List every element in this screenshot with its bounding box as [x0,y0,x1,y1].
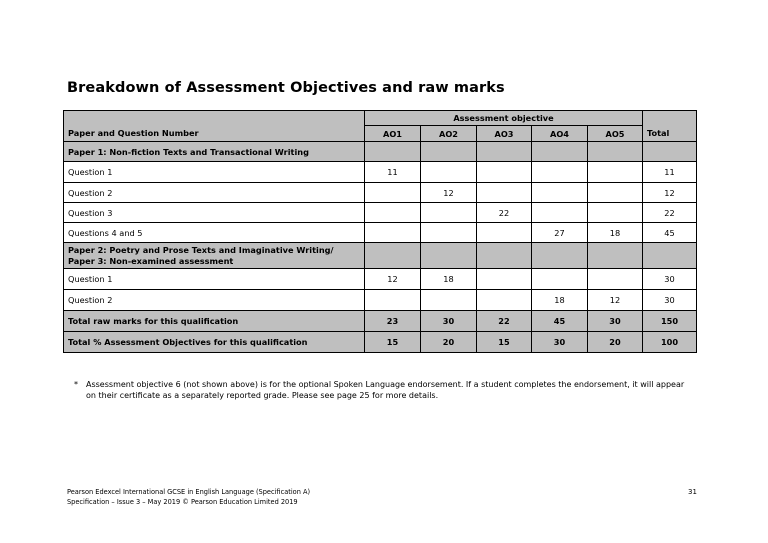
cell-ao1 [365,223,421,243]
table-row [64,269,697,290]
cell-ao3 [477,223,532,243]
cell-ao4: 27 [532,223,588,243]
row-label: Question 1 [64,269,365,290]
section-row [64,243,697,269]
cell-ao5 [588,203,643,223]
row-label: Question 1 [64,162,365,183]
cell-ao2: 12 [421,183,477,203]
cell-ao1: 15 [365,332,421,353]
table-row [64,290,697,311]
section-label-line2: Paper 3: Non-examined assessment [68,255,234,266]
cell-ao5: 20 [588,332,643,353]
cell-ao3: 15 [477,332,532,353]
page-number: 31 [688,488,697,496]
cell-total: 45 [643,223,697,243]
cell-ao3 [477,290,532,311]
cell-ao4 [532,162,588,183]
header-blank-cell [64,111,365,126]
cell-ao5: 30 [588,311,643,332]
assessment-objectives-table [63,110,697,353]
cell-ao1 [365,290,421,311]
cell-ao4 [532,183,588,203]
section-row [64,142,697,162]
cell-ao3 [477,269,532,290]
table-row [64,162,697,183]
header-blank-cell [643,111,697,126]
cell-ao4 [532,203,588,223]
cell-ao2 [421,162,477,183]
total-raw-row [64,311,697,332]
footnote-marker: * [74,380,78,389]
table-row [64,223,697,243]
assessment-objective-group-header: Assessment objective [365,111,643,126]
cell-ao1: 11 [365,162,421,183]
cell-ao2 [421,223,477,243]
cell-total: 12 [643,183,697,203]
paper-question-header: Paper and Question Number [64,126,365,142]
row-label: Question 3 [64,203,365,223]
cell-ao4: 18 [532,290,588,311]
cell-ao5: 12 [588,290,643,311]
cell-ao5: 18 [588,223,643,243]
footer-line-1: Pearson Edexcel International GCSE in English Language (Specification A) [67,488,311,496]
section-label-line1: Paper 2: Poetry and Prose Texts and Imaginative Writing/ [68,244,334,255]
section-label [64,243,365,269]
cell-ao2: 18 [421,269,477,290]
cell-ao1: 12 [365,269,421,290]
cell-ao3 [477,162,532,183]
cell-ao3: 22 [477,311,532,332]
cell-ao5 [588,162,643,183]
col-header-ao3: AO3 [477,126,532,142]
page-title: Breakdown of Assessment Objectives and raw marks [67,80,505,96]
row-label: Question 2 [64,290,365,311]
cell-ao1 [365,203,421,223]
cell-ao1 [365,183,421,203]
total-percent-row [64,332,697,353]
cell-ao4: 30 [532,332,588,353]
footnote [74,379,696,401]
cell-total: 22 [643,203,697,223]
footer-line-2: Specification – Issue 3 – May 2019 © Pearson Education Limited 2019 [67,497,298,506]
cell-ao2 [421,290,477,311]
cell-ao3: 22 [477,203,532,223]
col-header-ao2: AO2 [421,126,477,142]
footer [67,488,310,507]
cell-ao4: 45 [532,311,588,332]
cell-ao5 [588,269,643,290]
row-label: Questions 4 and 5 [64,223,365,243]
cell-total: 11 [643,162,697,183]
cell-total: 30 [643,290,697,311]
cell-total: 150 [643,311,697,332]
cell-ao3 [477,183,532,203]
footnote-text: Assessment objective 6 (not shown above) is for the optional Spoken Language endorsement. If a student completes the endorsement, it will appear on their certificate as a separately reported grade. Please see page 25 for more details. [86,380,685,400]
row-label: Question 2 [64,183,365,203]
table-row [64,183,697,203]
cell-ao2 [421,203,477,223]
col-header-total: Total [643,126,697,142]
col-header-ao4: AO4 [532,126,588,142]
cell-ao2: 30 [421,311,477,332]
cell-ao2: 20 [421,332,477,353]
cell-total: 100 [643,332,697,353]
cell-total: 30 [643,269,697,290]
section-label: Paper 1: Non-fiction Texts and Transactional Writing [64,142,365,162]
col-header-ao1: AO1 [365,126,421,142]
cell-ao4 [532,269,588,290]
row-label: Total % Assessment Objectives for this qualification [64,332,365,353]
cell-ao5 [588,183,643,203]
row-label: Total raw marks for this qualification [64,311,365,332]
table-row [64,203,697,223]
cell-ao1: 23 [365,311,421,332]
col-header-ao5: AO5 [588,126,643,142]
